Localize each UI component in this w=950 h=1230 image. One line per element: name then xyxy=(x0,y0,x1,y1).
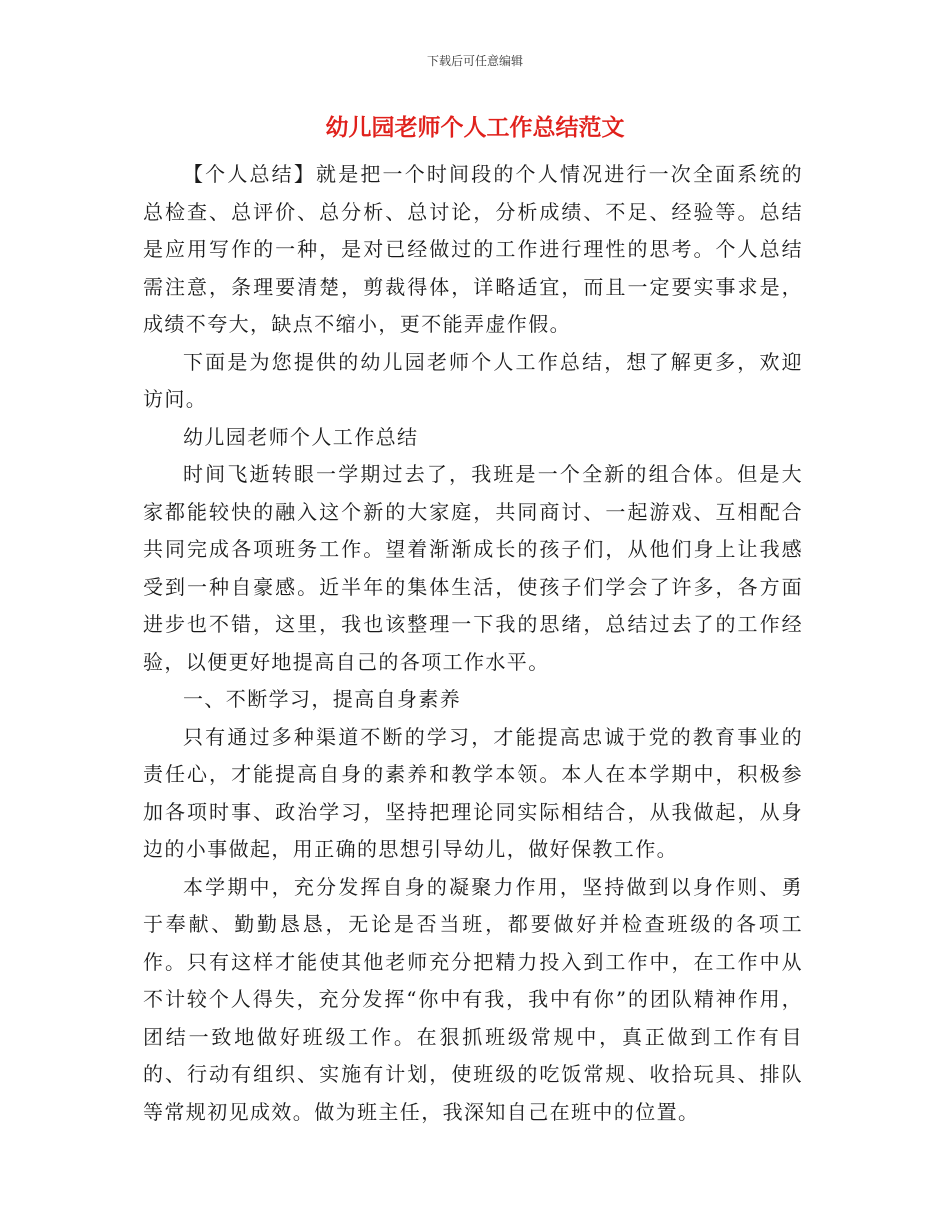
document-title: 幼儿园老师个人工作总结范文 xyxy=(325,114,625,141)
paragraph-overview: 时间飞逝转眼一学期过去了，我班是一个全新的组合体。但是大家都能较快的融入这个新的大家庭，共同商讨、一起游戏、互相配合共同完成各项班务工作。望着渐渐成长的孩子们，从他们身上让我感受到一种自豪感。近半年的集体生活，使孩子们学会了许多，各方面进步也不错，这里，我也该整理一下我的思绪，总结过去了的工作经验，以便更好地提高自己的各项工作水平。 xyxy=(143,462,803,674)
document-body xyxy=(143,156,803,1131)
paragraph-intro: 【个人总结】就是把一个时间段的个人情况进行一次全面系统的总检查、总评价、总分析、总讨论，分析成绩、不足、经验等。总结是应用写作的一种，是对已经做过的工作进行理性的思考。个人总结需注意，条理要清楚，剪裁得体，详略适宜，而且一定要实事求是，成绩不夸大，缺点不缩小，更不能弄虚作假。 xyxy=(143,162,803,336)
paragraph-teamwork: 本学期中，充分发挥自身的凝聚力作用，坚持做到以身作则、勇于奉献、勤勤恳恳，无论是否当班，都要做好并检查班级的各项工作。只有这样才能使其他老师充分把精力投入到工作中，在工作中从不计较个人得失，充分发挥“你中有我，我中有你”的团队精神作用，团结一致地做好班级工作。在狠抓班级常规中，真正做到工作有目的、行动有组织、实施有计划，使班级的吃饭常规、收拾玩具、排队等常规初见成效。做为班主任，我深知自己在班中的位置。 xyxy=(143,874,803,1124)
section-heading-summary: 幼儿园老师个人工作总结 xyxy=(183,424,419,449)
section-heading-learning: 一、不断学习，提高自身素养 xyxy=(183,687,462,711)
page-header: 下载后可任意编辑 xyxy=(426,54,523,68)
paragraph-learning: 只有通过多种渠道不断的学习，才能提高忠诚于党的教育事业的责任心，才能提高自身的素养和教学本领。本人在本学期中，积极参加各项时事、政治学习，坚持把理论同实际相结合，从我做起，从身边的小事做起，用正确的思想引导幼儿，做好保教工作。 xyxy=(143,724,803,861)
paragraph-invite: 下面是为您提供的幼儿园老师个人工作总结，想了解更多，欢迎访问。 xyxy=(143,349,803,411)
